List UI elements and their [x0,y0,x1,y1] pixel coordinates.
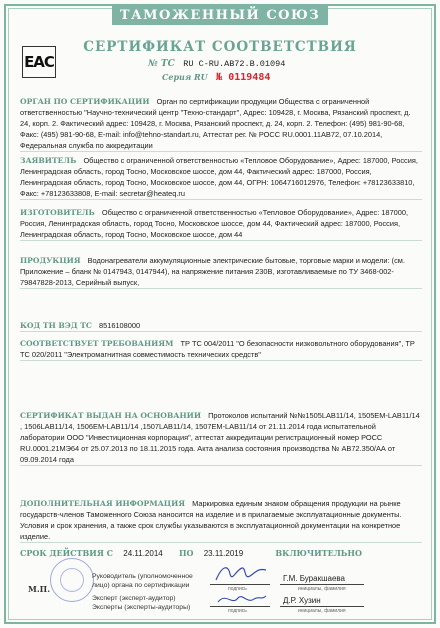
head-name: Г.М. Буракшаева [283,574,345,583]
head-initials-hint: инициалы, фамилия [298,586,346,592]
expert-name-line [280,606,364,607]
certification-stamp-icon [50,558,94,602]
expert-signature-icon [214,590,270,608]
code-label: КОД ТН ВЭД ТС [20,321,92,330]
additional-info-section [20,498,422,543]
applicant-label: ЗАЯВИТЕЛЬ [20,156,77,165]
applicant-text: Общество с ограниченной ответственностью «Тепловое Оборудование», Адрес: 187000, Россия, Ленинградская область, город Тосно, Московское шоссе, дом 44, Фактический адрес: 187000, Россия, Ленинградская область, город Тосно, Московское шоссе, дом 44, ОГРН: 1064716012976, Телефон: +78123633810, Факс: +78123633808, E-mail: secretar@heateq.ru [20,156,418,198]
validity-to: 23.11.2019 [203,549,244,558]
head-role: Руководитель (уполномоченное лицо) органа по сертификации [92,573,193,589]
expert-role: Эксперт (эксперт-аудитор) Эксперты (эксперты-аудиторы) [92,595,191,611]
eac-logo-icon: EAC [22,46,56,78]
requirements-section [20,338,422,361]
requirements-text: ТР ТС 004/2011 "О безопасности низковольтного оборудования", ТР ТС 020/2011 "Электромагнитная совместимость технических средств" [20,339,415,359]
code-section [20,320,422,332]
product-text: Водонагреватели аккумуляционные электрические бытовые, торговые марки и модели: (см. Приложение – бланк № 0147943, 0147944), на напряжение питания 230В, изготавливаемые по ТУ 3468-002-79847828-2013, Серийный выпуск, [20,256,405,287]
series-label: Серия RU [162,72,208,82]
basis-text: Протоколов испытаний №№1505LAB11/14, 1505EM-LAB11/14 , 1506LAB11/14, 1506EM-LAB11/14 ,1507LAB11/14, 1507EM-LAB11/14 от 21.11.2014 года испытательной лаборатории ООО "Инвестиционная корпорация", аттестат аккредитации регистрационный номер РОСС RU.0001.21МЭ64 от 25.07.2013 по 18.11.2015 года. Акта анализа состояния производства № АВ72.350/АА от 09.09.2014 года [20,411,420,464]
seal-place-label: М.П. [28,584,50,594]
series-line [162,72,270,83]
registration-label: № ТС [148,59,175,69]
manufacturer-text: Общество с ограниченной ответственностью «Тепловое Оборудование», Адрес: 187000, Россия, Ленинградская область, город Тосно, Московское шоссе, дом 44, Фактический адрес: 187000, Россия, Ленинградская область, город Тосно, Московское шоссе, дом 44 [20,208,409,239]
customs-union-banner: ТАМОЖЕННЫЙ СОЮЗ [112,6,328,25]
validity-from: 24.11.2014 [123,549,163,558]
registration-number: RU С-RU.АВ72.В.01094 [183,59,286,69]
cert-body-text: Орган по сертификации продукции Общества с ограниченной ответственностью "Научно-технический центр "Техно-стандарт", Адрес: 109428, г. Москва, Рязанский проспект, д. 24, корп. 2. Фактический адрес: 109428, г. Москва, Рязанский проспект, д. 24, корп. 2. Телефон: (495) 981-90-68, Факс: (495) 981-90-68, E-mail: info@tehno-standart.ru, Аттестат рег. № РОСС RU.0001.11АВ72, 07.10.2014, Федеральная служба по аккредитации [20,97,411,150]
registration-number-line [148,58,285,69]
requirements-label: СООТВЕТСТВУЕТ ТРЕБОВАНИЯМ [20,339,174,348]
certificate-title: СЕРТИФИКАТ СООТВЕТСТВИЯ [83,39,357,55]
additional-info-text: Маркировка единым знаком обращения продукции на рынке государств-членов Таможенного Союза наносится на изделие и в прилагаемые эксплуатационные документы. Условия и срок хранения, а также срок службы указываются в эксплуатационной документации на конкретное изделие. [20,499,402,541]
cert-body-label: ОРГАН ПО СЕРТИФИКАЦИИ [20,97,150,106]
product-label: ПРОДУКЦИЯ [20,256,81,265]
validity-inclusive: ВКЛЮЧИТЕЛЬНО [275,548,362,558]
cert-body-section [20,96,422,152]
product-section [20,255,422,289]
applicant-section [20,155,422,200]
additional-info-label: ДОПОЛНИТЕЛЬНАЯ ИНФОРМАЦИЯ [20,499,186,508]
head-name-line [280,584,364,585]
manufacturer-label: ИЗГОТОВИТЕЛЬ [20,208,95,217]
head-signature-icon [212,562,270,586]
validity-label: СРОК ДЕЙСТВИЯ С [20,548,114,558]
validity-to-label: ПО [178,548,194,558]
expert-initials-hint: инициалы, фамилия [298,608,346,614]
head-sign-hint: подпись [228,586,247,592]
series-number: № 0119484 [216,72,271,83]
expert-sign-hint: подпись [228,608,247,614]
basis-label: СЕРТИФИКАТ ВЫДАН НА ОСНОВАНИИ [20,411,202,420]
basis-section [20,410,422,466]
code-text: 8516108000 [99,321,141,330]
validity-line [20,548,362,558]
manufacturer-section [20,207,422,241]
expert-name: Д.Р. Хузин [283,596,321,605]
